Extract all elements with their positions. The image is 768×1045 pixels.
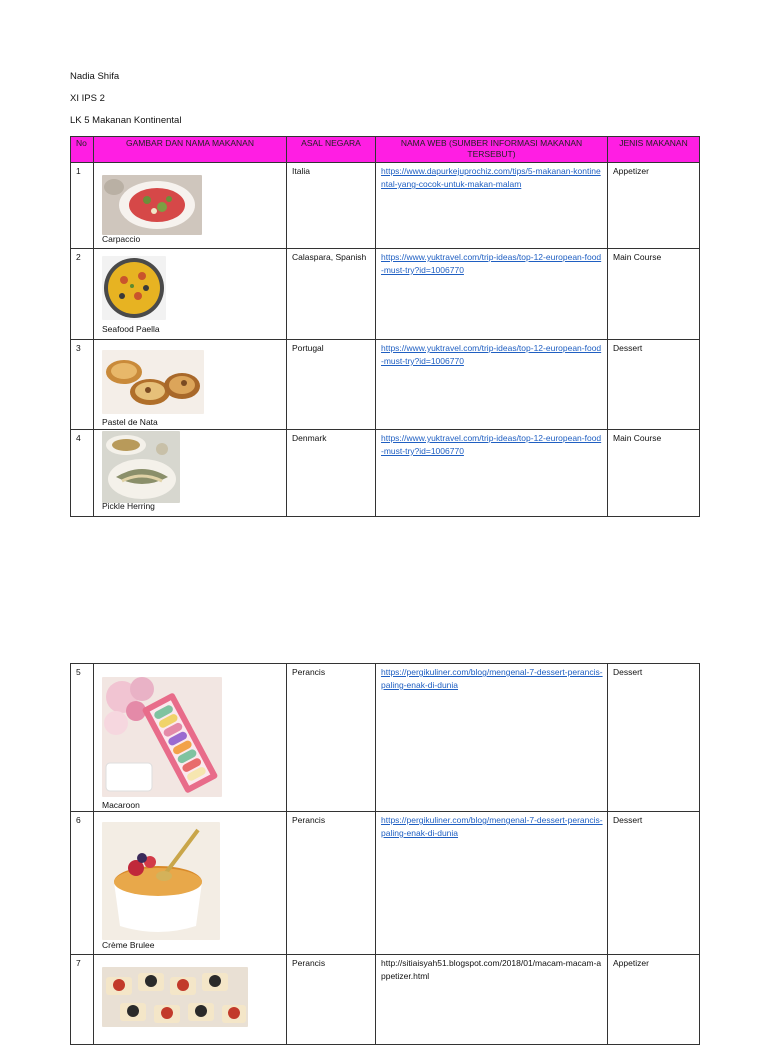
type-cell: Dessert	[608, 340, 700, 430]
food-table-2	[70, 663, 700, 1045]
appetizer-canape-image	[102, 967, 248, 1027]
author-name: Nadia Shifa	[70, 71, 120, 82]
type-cell: Appetizer	[608, 163, 700, 249]
source-cell	[376, 430, 608, 517]
table-row	[71, 664, 700, 812]
creme-brulee-image	[102, 822, 220, 940]
food-name: Carpaccio	[102, 234, 141, 244]
row-no: 4	[71, 430, 94, 517]
table-header-row	[71, 137, 700, 163]
type-cell: Appetizer	[608, 955, 700, 1045]
origin-cell: Portugal	[287, 340, 376, 430]
source-cell	[376, 163, 608, 249]
source-link[interactable]: https://www.yuktravel.com/trip-ideas/top-12-european-food-must-try?id=1006770	[381, 343, 602, 366]
source-cell	[376, 812, 608, 955]
type-cell: Main Course	[608, 430, 700, 517]
carpaccio-plate-image	[102, 175, 202, 235]
table-row	[71, 955, 700, 1045]
table-row	[71, 163, 700, 249]
row-no: 6	[71, 812, 94, 955]
image-name-cell	[94, 664, 287, 812]
col-header-source: NAMA WEB (SUMBER INFORMASI MAKANAN TERSEBUT)	[376, 137, 608, 163]
col-header-origin: ASAL NEGARA	[287, 137, 376, 163]
paella-pan-image	[102, 256, 166, 320]
row-no: 2	[71, 249, 94, 340]
class-label: XI IPS 2	[70, 93, 105, 104]
document-title: LK 5 Makanan Kontinental	[70, 115, 182, 126]
table-row	[71, 812, 700, 955]
image-name-cell	[94, 812, 287, 955]
source-link[interactable]: https://www.yuktravel.com/trip-ideas/top-12-european-food-must-try?id=1006770	[381, 252, 602, 275]
pastel-de-nata-image	[102, 350, 204, 414]
row-no: 7	[71, 955, 94, 1045]
macaroon-box-image	[102, 677, 222, 797]
food-name: Crème Brulee	[102, 940, 155, 950]
type-cell: Main Course	[608, 249, 700, 340]
source-cell	[376, 340, 608, 430]
origin-cell: Calaspara, Spanish	[287, 249, 376, 340]
origin-cell: Perancis	[287, 955, 376, 1045]
source-link[interactable]: https://pergikuliner.com/blog/mengenal-7-dessert-perancis-paling-enak-di-dunia	[381, 815, 603, 838]
food-name: Seafood Paella	[102, 324, 160, 334]
table-row	[71, 430, 700, 517]
origin-cell: Perancis	[287, 664, 376, 812]
image-name-cell	[94, 430, 287, 517]
source-link[interactable]: https://www.dapurkejuprochiz.com/tips/5-makanan-kontinental-yang-cocok-untuk-makan-malam	[381, 166, 601, 189]
col-header-no: No	[71, 137, 94, 163]
col-header-type: JENIS MAKANAN	[608, 137, 700, 163]
source-text: http://sitiaisyah51.blogspot.com/2018/01/macam-macam-appetizer.html	[381, 958, 602, 981]
table-row	[71, 249, 700, 340]
source-cell	[376, 664, 608, 812]
row-no: 3	[71, 340, 94, 430]
type-cell: Dessert	[608, 812, 700, 955]
table-row	[71, 340, 700, 430]
source-cell	[376, 249, 608, 340]
food-table-1	[70, 136, 700, 517]
image-name-cell	[94, 955, 287, 1045]
source-link[interactable]: https://pergikuliner.com/blog/mengenal-7-dessert-perancis-paling-enak-di-dunia	[381, 667, 603, 690]
food-name: Pickle Herring	[102, 501, 155, 511]
origin-cell: Italia	[287, 163, 376, 249]
food-name: Pastel de Nata	[102, 417, 158, 427]
origin-cell: Perancis	[287, 812, 376, 955]
food-name: Macaroon	[102, 800, 140, 810]
source-cell	[376, 955, 608, 1045]
col-header-image-name: GAMBAR DAN NAMA MAKANAN	[94, 137, 287, 163]
source-link[interactable]: https://www.yuktravel.com/trip-ideas/top-12-european-food-must-try?id=1006770	[381, 433, 602, 456]
image-name-cell	[94, 340, 287, 430]
pickle-herring-image	[102, 431, 180, 503]
origin-cell: Denmark	[287, 430, 376, 517]
type-cell: Dessert	[608, 664, 700, 812]
image-name-cell	[94, 163, 287, 249]
row-no: 5	[71, 664, 94, 812]
image-name-cell	[94, 249, 287, 340]
row-no: 1	[71, 163, 94, 249]
